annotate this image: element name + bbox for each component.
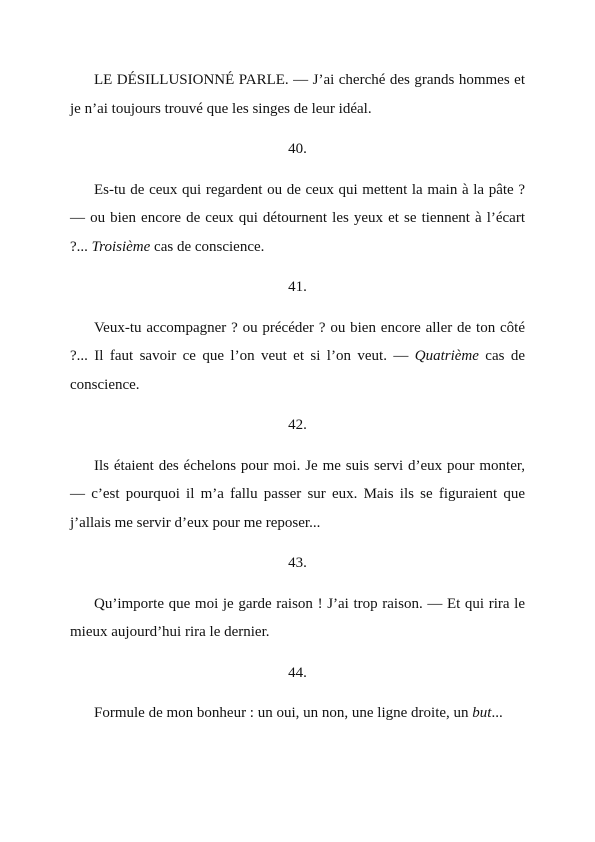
section-number-42: 42. [288,417,307,433]
paragraph-43 [70,590,525,647]
paragraph-text: Formule de mon bonheur : un oui, un non, une ligne droite, un [94,705,473,721]
paragraph-text: cas de conscience. [70,348,526,393]
paragraph-42 [70,452,525,538]
paragraph-40 [70,176,525,262]
paragraph-text: Es-tu de ceux qui regardent ou de ceux qui mettent la main à la pâte ? — ou bien encore de ceux qui détournent les yeux et se tiennent à l’écart ?... [70,181,525,255]
paragraph-emphasis: but [472,705,492,721]
paragraph-44 [70,699,525,728]
paragraph-desillusionne [70,66,525,123]
paragraph-emphasis: Troisième [91,238,151,255]
section-number-43: 43. [288,555,307,571]
document-page [70,66,525,728]
paragraph-emphasis: Quatrième [414,348,479,364]
section-number-41: 41. [288,279,307,295]
paragraph-text: cas de conscience. [150,238,265,255]
paragraph-text: ... [491,705,503,721]
paragraph-text: LE DÉSILLUSIONNÉ PARLE. — J’ai cherché des grands hommes et je n’ai toujours trouvé que les singes de leur idéal. [70,72,525,117]
paragraph-text: Veux-tu accompagner ? ou précéder ? ou bien encore aller de ton côté ?... Il faut savoir ce que l’on veut et si l’on veut. — [70,319,525,364]
paragraph-text: Ils étaient des échelons pour moi. Je me suis servi d’eux pour monter, — c’est pourquoi il m’a fallu passer sur eux. Mais ils se figuraient que j’allais me servir d’eux pour me reposer... [70,457,525,531]
section-number-40: 40. [288,141,307,157]
section-number-44: 44. [288,664,307,681]
paragraph-41 [70,314,525,400]
paragraph-text: Qu’importe que moi je garde raison ! J’ai trop raison. — Et qui rira le mieux aujourd’hui rira le dernier. [70,595,525,640]
